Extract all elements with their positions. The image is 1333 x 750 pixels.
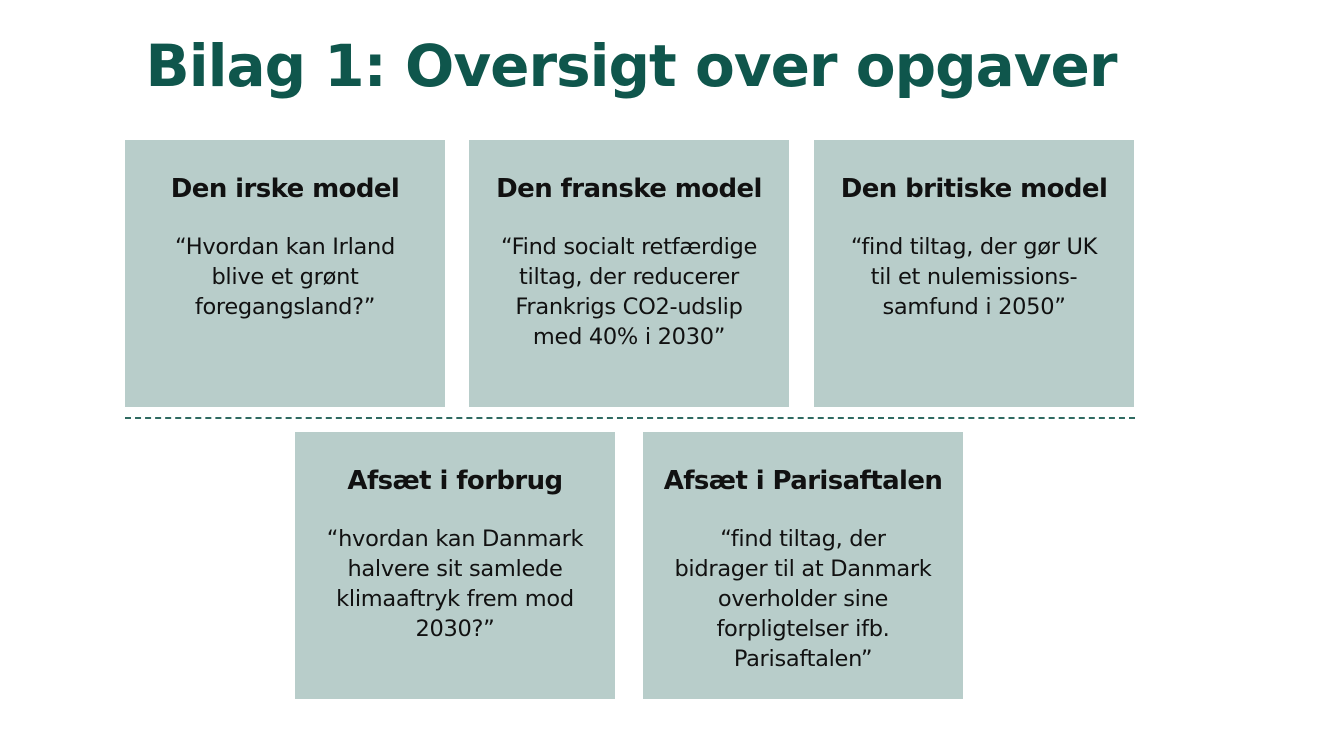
card-text-line: med 40% i 2030” xyxy=(532,324,726,350)
card-text-line: “Find socialt retfærdige xyxy=(500,234,758,260)
card-text-line: “Hvordan kan Irland xyxy=(175,234,395,260)
card-text-line: foregangsland?” xyxy=(194,294,376,320)
card-title: Den irske model xyxy=(170,174,400,204)
card-text xyxy=(658,524,948,674)
card-text-line: “hvordan kan Danmark xyxy=(326,526,584,552)
card-paris-agreement xyxy=(643,432,963,699)
card-text-line: bidrager til at Danmark xyxy=(674,556,932,582)
card-text-line: overholder sine xyxy=(717,586,889,612)
card-irish-model xyxy=(125,140,445,407)
card-text xyxy=(310,524,600,644)
card-text-line: 2030?” xyxy=(415,616,495,642)
card-text-line: til et nulemissions- xyxy=(870,264,1078,290)
card-text-line: forpligtelser ifb. xyxy=(716,616,890,642)
card-title: Afsæt i forbrug xyxy=(347,466,563,496)
card-text xyxy=(484,232,774,352)
dashed-divider xyxy=(125,417,1135,419)
card-text-line: halvere sit samlede xyxy=(347,556,563,582)
card-text-line: tiltag, der reducerer xyxy=(519,264,739,290)
card-text-line: Parisaftalen” xyxy=(733,646,873,672)
card-title: Den franske model xyxy=(496,174,762,204)
card-text xyxy=(829,232,1119,322)
card-title: Den britiske model xyxy=(840,174,1108,204)
card-british-model xyxy=(814,140,1134,407)
card-consumption xyxy=(295,432,615,699)
card-text-line: klimaaftryk frem mod xyxy=(336,586,574,612)
card-text-line: blive et grønt xyxy=(211,264,359,290)
card-french-model xyxy=(469,140,789,407)
page-title: Bilag 1: Oversigt over opgaver xyxy=(145,32,1117,100)
card-text-line: Frankrigs CO2-udslip xyxy=(515,294,743,320)
card-title: Afsæt i Parisaftalen xyxy=(663,466,943,496)
card-text-line: “find tiltag, der xyxy=(720,526,886,552)
card-text-line: “find tiltag, der gør UK xyxy=(850,234,1098,260)
card-text xyxy=(140,232,430,322)
card-text-line: samfund i 2050” xyxy=(882,294,1066,320)
